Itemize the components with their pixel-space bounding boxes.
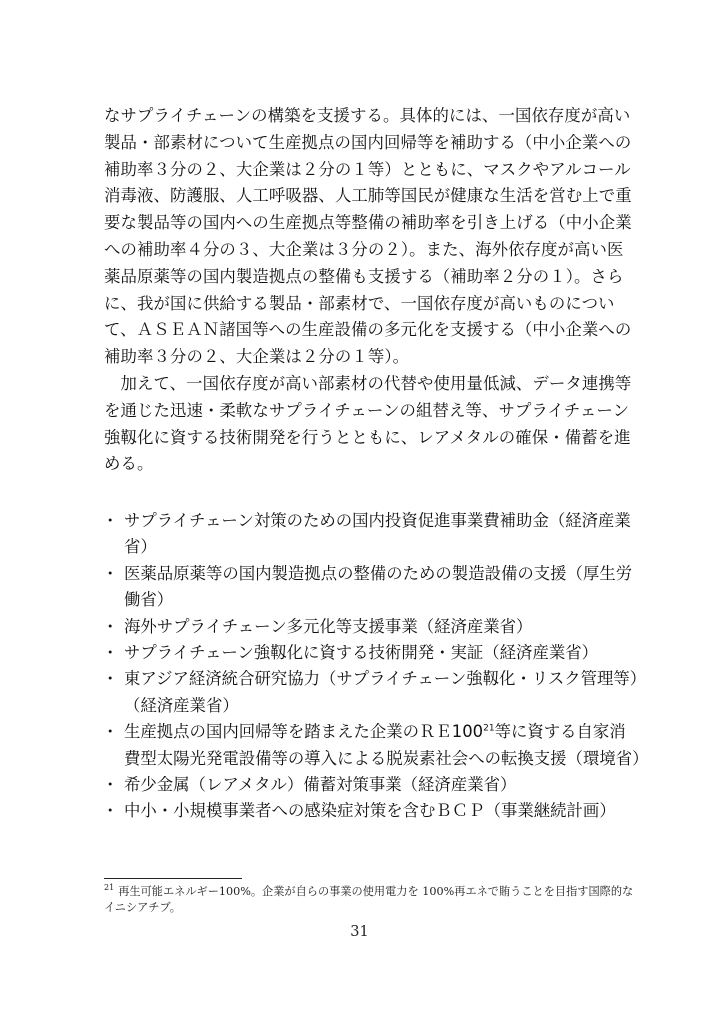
list-item-text: 海外サプライチェーン多元化等支援事業（経済産業省）	[124, 616, 533, 636]
bullet-marker: ・	[102, 801, 119, 821]
body-text	[104, 103, 636, 478]
list-item	[102, 640, 642, 666]
bullet-marker: ・	[102, 563, 119, 583]
list-item	[102, 719, 649, 772]
list-item	[102, 561, 642, 614]
list-item-text-after: 等に資する自家消費型太陽光発電設備等の導入による脱炭素社会への転換支援（環境省）	[124, 722, 649, 768]
list-item-text-before: 生産拠点の国内回帰等を踏まえた企業のＲＥ100	[124, 722, 484, 742]
list-item	[102, 666, 642, 719]
list-item	[102, 798, 642, 824]
paragraph-supply-chain: なサプライチェーンの構築を支援する。具体的には、一国依存度が高い製品・部素材について生産拠点の国内回帰等を補助する（中小企業への補助率３分の２、大企業は２分の１等）とともに、マスクやアルコール消毒液、防護服、人工呼吸器、人工肺等国民が健康な生活を営む上で重要な製品等の国内への生産拠点等整備の補助率を引き上げる（中小企業への補助率４分の３、大企業は３分の２）。また、海外依存度が高い医薬品原薬等の国内製造拠点の整備も支援する（補助率２分の１）。さらに、我が国に供給する製品・部素材で、一国依存度が高いものについて、ＡＳＥＡＮ諸国等への生産設備の多元化を支援する（中小企業への補助率３分の２、大企業は２分の１等）。	[104, 106, 632, 367]
measures-list	[102, 508, 649, 825]
list-item-text: 中小・小規模事業者への感染症対策を含むＢＣＰ（事業継続計画）	[124, 801, 616, 821]
paragraph-technology: 加えて、一国依存度が高い部素材の代替や使用量低減、データ連携等を通じた迅速・柔軟なサプライチェーンの組替え等、サプライチェーン強靱化に資する技術開発を行うとともに、レアメタルの確保・備蓄を進める。	[104, 373, 632, 474]
list-item-text: 希少金属（レアメタル）備蓄対策事業（経済産業省）	[124, 775, 517, 795]
list-item-text: サプライチェーン強靱化に資する技術開発・実証（経済産業省）	[124, 643, 599, 663]
footnote-text: 再生可能エネルギー100%。企業が自らの事業の使用電力を 100%再エネで賄うことを目指す国際的なイニシアチブ。	[104, 885, 634, 914]
bullet-marker: ・	[102, 669, 119, 689]
bullet-marker: ・	[102, 511, 119, 530]
bullet-marker: ・	[102, 722, 119, 742]
footnote-number: 21	[104, 883, 115, 893]
list-item	[102, 508, 642, 561]
list-item-text: 医薬品原薬等の国内製造拠点の整備のための製造設備の支援（厚生労働省）	[124, 563, 633, 610]
bullet-marker: ・	[102, 616, 119, 636]
list-item	[102, 772, 642, 798]
bullet-marker: ・	[102, 643, 119, 663]
footnote	[104, 884, 636, 916]
list-item-text: 東アジア経済統合研究協力（サプライチェーン強靱化・リスク管理等）（経済産業省）	[124, 669, 639, 715]
bullet-marker: ・	[102, 775, 119, 795]
page-number: 31	[350, 924, 369, 940]
list-item	[102, 614, 642, 640]
footnote-reference[interactable]: 21	[483, 723, 495, 734]
list-item-text: サプライチェーン対策のための国内投資促進事業費補助金（経済産業省）	[124, 511, 631, 557]
footnote-divider	[104, 878, 242, 879]
